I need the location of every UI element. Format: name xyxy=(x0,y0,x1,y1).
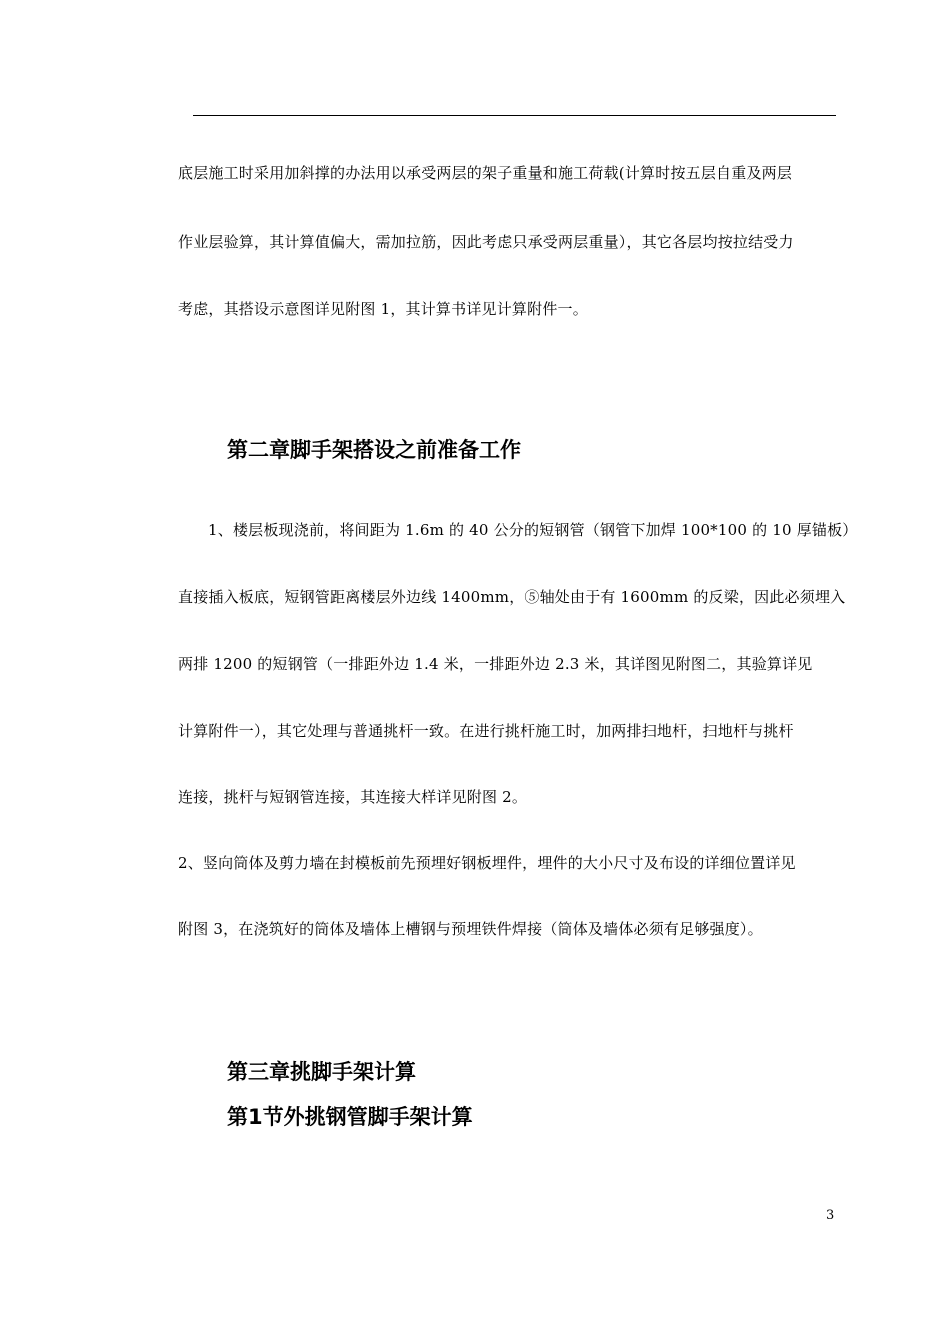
item1-line-1: 1、楼层板现浇前，将间距为 1.6m 的 40 公分的短钢管（钢管下加焊 100*100 的 10 厚锚板） xyxy=(208,521,858,539)
intro-line-3: 考虑，其搭设示意图详见附图 1，其计算书详见计算附件一。 xyxy=(178,300,588,318)
item2-line-1: 2、竖向筒体及剪力墙在封模板前先预埋好钢板埋件，埋件的大小尺寸及布设的详细位置详见 xyxy=(178,854,796,872)
item1-line-2: 直接插入板底，短钢管距离楼层外边线 1400mm，⑤轴处由于有 1600mm 的反梁，因此必须埋入 xyxy=(178,588,846,606)
intro-line-1: 底层施工时采用加斜撑的办法用以承受两层的架子重量和施工荷载(计算时按五层自重及两层 xyxy=(178,164,793,182)
page-number: 3 xyxy=(826,1208,835,1223)
item2-line-2: 附图 3，在浇筑好的筒体及墙体上槽钢与预埋铁件焊接（筒体及墙体必须有足够强度）。 xyxy=(178,920,763,938)
item1-line-3: 两排 1200 的短钢管（一排距外边 1.4 米，一排距外边 2.3 米，其详图见附图二，其验算详见 xyxy=(178,655,813,673)
item1-line-5: 连接，挑杆与短钢管连接，其连接大样详见附图 2。 xyxy=(178,788,528,806)
intro-line-2: 作业层验算，其计算值偏大，需加拉筋，因此考虑只承受两层重量），其它各层均按拉结受力 xyxy=(178,233,794,251)
item1-line-4: 计算附件一），其它处理与普通挑杆一致。在进行挑杆施工时，加两排扫地杆，扫地杆与挑杆 xyxy=(178,722,794,740)
header-rule xyxy=(193,115,836,116)
chapter2-title: 第二章脚手架搭设之前准备工作 xyxy=(227,438,521,462)
chapter3-title: 第三章挑脚手架计算 xyxy=(227,1060,416,1084)
section1-title: 第1节外挑钢管脚手架计算 xyxy=(227,1105,473,1129)
